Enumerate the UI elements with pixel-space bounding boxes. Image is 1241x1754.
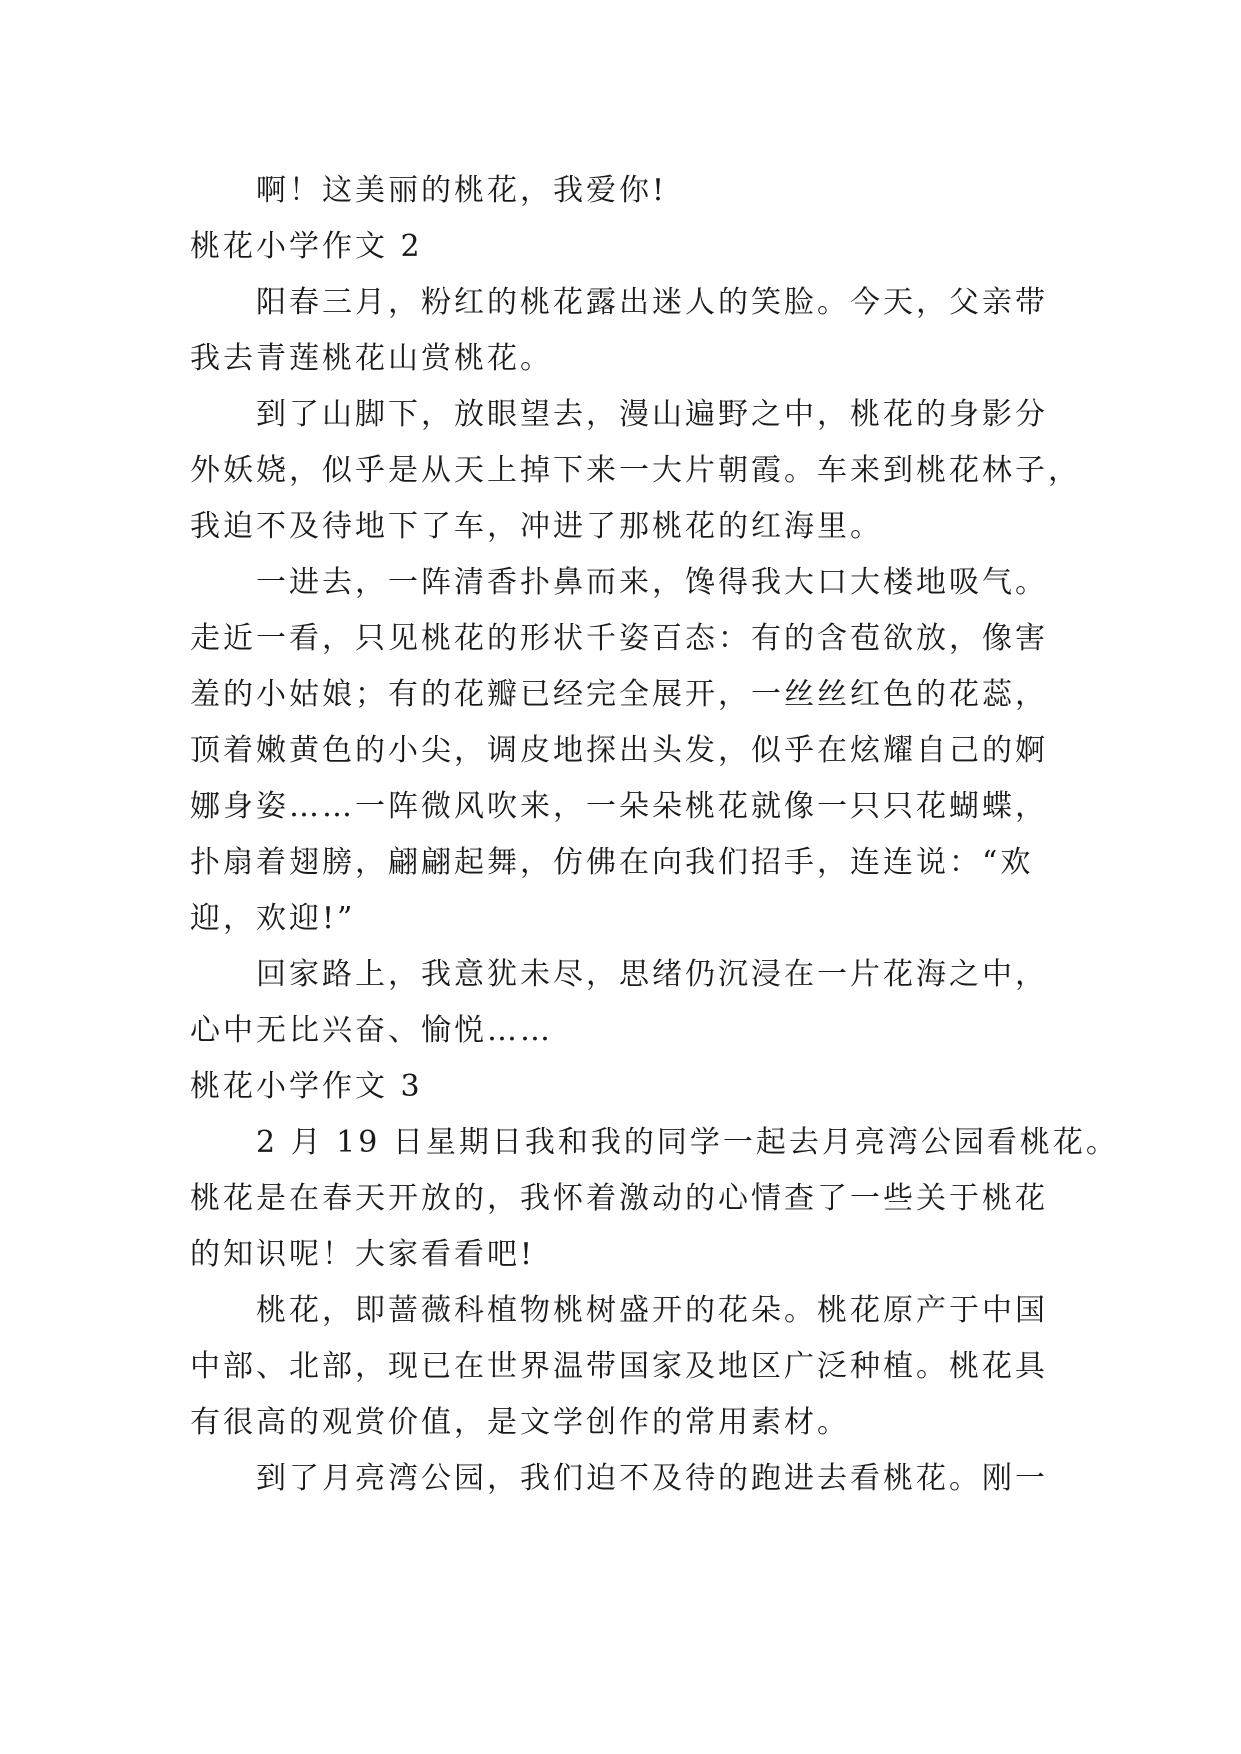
- paragraph-line: 桃花，即蔷薇科植物桃树盛开的花朵。桃花原产于中国: [256, 1293, 1048, 1328]
- paragraph-line: 外妖娆，似乎是从天上掉下来一大片朝霞。车来到桃花林子，: [190, 453, 1081, 488]
- paragraph-line: 中部、北部，现已在世界温带国家及地区广泛种植。桃花具: [190, 1349, 1048, 1384]
- paragraph-line: 回家路上，我意犹未尽，思绪仍沉浸在一片花海之中，: [256, 957, 1048, 992]
- paragraph-line: 2 月 19 日星期日我和我的同学一起去月亮湾公园看桃花。: [256, 1125, 1119, 1160]
- paragraph-line: 到了山脚下，放眼望去，漫山遍野之中，桃花的身影分: [256, 397, 1048, 432]
- paragraph-line: 羞的小姑娘；有的花瓣已经完全展开，一丝丝红色的花蕊，: [190, 677, 1048, 712]
- paragraph-line: 顶着嫩黄色的小尖，调皮地探出头发，似乎在炫耀自己的婀: [190, 733, 1048, 768]
- section-heading: 桃花小学作文 3: [190, 1069, 423, 1104]
- paragraph-line: 桃花是在春天开放的，我怀着激动的心情查了一些关于桃花: [190, 1181, 1048, 1216]
- paragraph-line: 我迫不及待地下了车，冲进了那桃花的红海里。: [190, 509, 883, 544]
- section-heading: 桃花小学作文 2: [190, 229, 423, 264]
- document-body: [190, 163, 1119, 1507]
- paragraph-line: 到了月亮湾公园，我们迫不及待的跑进去看桃花。刚一: [256, 1461, 1048, 1496]
- paragraph-line: 心中无比兴奋、愉悦……: [190, 1013, 553, 1048]
- paragraph-line: 啊！这美丽的桃花，我爱你!: [256, 173, 668, 208]
- paragraph-line: 扑扇着翅膀，翩翩起舞，仿佛在向我们招手，连连说：“欢: [190, 845, 1034, 880]
- paragraph-line: 一进去，一阵清香扑鼻而来，馋得我大口大楼地吸气。: [256, 565, 1048, 600]
- paragraph-line: 阳春三月，粉红的桃花露出迷人的笑脸。今天，父亲带: [256, 285, 1048, 320]
- paragraph-line: 娜身姿……一阵微风吹来，一朵朵桃花就像一只只花蝴蝶，: [190, 789, 1048, 824]
- paragraph-line: 的知识呢！大家看看吧!: [190, 1237, 536, 1272]
- paragraph-line: 我去青莲桃花山赏桃花。: [190, 341, 553, 376]
- paragraph-line: 走近一看，只见桃花的形状千姿百态：有的含苞欲放，像害: [190, 621, 1048, 656]
- paragraph-line: 迎，欢迎!”: [190, 901, 356, 936]
- paragraph-line: 有很高的观赏价值，是文学创作的常用素材。: [190, 1405, 850, 1440]
